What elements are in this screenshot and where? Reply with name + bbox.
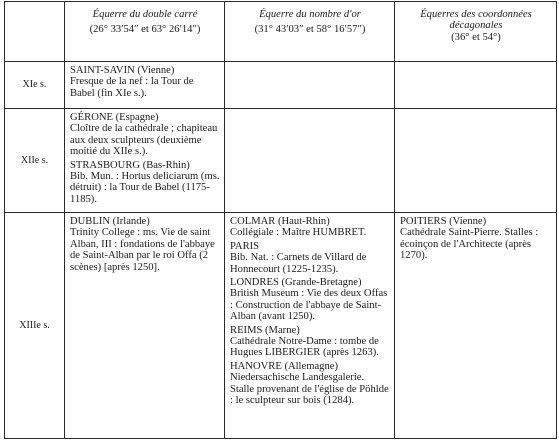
header-title: Équerre du nombre d'or xyxy=(259,9,361,20)
entry-place: DUBLIN (Irlande) xyxy=(70,216,150,227)
entry-detail: Bib. Nat. : Carnets de Villard de Honnecourt (1225-1235). xyxy=(230,252,367,275)
header-title: Équerre du double carré xyxy=(92,9,198,20)
row-cell-empty xyxy=(395,109,557,213)
entry-place: SAINT-SAVIN (Vienne) xyxy=(70,65,175,76)
entry-detail: Fresque de la nef : la Tour de Babel (fin XIe s.). xyxy=(70,76,194,99)
entry-place: COLMAR (Haut-Rhin) xyxy=(230,216,330,227)
entry xyxy=(70,112,220,158)
proportion-table xyxy=(4,1,557,439)
row-cell-empty xyxy=(225,62,395,109)
entry xyxy=(70,160,220,206)
header-cell-golden-number xyxy=(225,2,395,62)
row-11th-century xyxy=(5,62,557,109)
header-corner-cell xyxy=(5,2,65,62)
entry-detail: Bib. Mun. : Hortus deliciarum (ms. détruit) : la Tour de Babel (1175-1185). xyxy=(70,171,220,205)
entry-detail: Cathédrale Saint-Pierre. Stalles : écoinçon de l'Architecte (après 1270). xyxy=(400,227,539,262)
row-cell xyxy=(395,213,557,439)
entry-detail: Niedersachische Landesgalerie. Stalle provenant de l'église de Pöhlde : le sculpteur sur bois (1284). xyxy=(230,372,389,407)
entry-place: GÉRONE (Espagne) xyxy=(70,112,159,123)
row-13th-century xyxy=(5,213,557,439)
entry-place: STRASBOURG (Bas-Rhin) xyxy=(70,159,190,171)
entry-detail: Collégiale : Maître HUMBRET. xyxy=(230,227,367,239)
entry xyxy=(70,216,220,273)
header-row xyxy=(5,2,557,62)
header-angles: (36° et 54°) xyxy=(451,31,501,43)
header-cell-decagonal xyxy=(395,2,557,62)
entry xyxy=(230,325,390,359)
entry-place: LONDRES (Grande-Bretagne) xyxy=(230,277,362,289)
row-cell-empty xyxy=(395,62,557,109)
entry xyxy=(230,277,390,323)
row-12th-century xyxy=(5,109,557,213)
entry xyxy=(230,361,390,407)
entry-place: POITIERS (Vienne) xyxy=(400,216,487,227)
century-label: XIIe s. xyxy=(5,109,65,213)
row-cell xyxy=(65,62,225,109)
row-cell xyxy=(65,109,225,213)
row-cell xyxy=(65,213,225,439)
entry-place: REIMS (Marne) xyxy=(230,324,300,336)
century-label: XIIIe s. xyxy=(5,213,65,439)
header-cell-double-square xyxy=(65,2,225,62)
entry xyxy=(70,65,220,99)
header-angles: (26° 33′54″ et 63° 26′14″) xyxy=(89,24,201,36)
entry-place: HANOVRE (Allemagne) xyxy=(230,360,338,372)
row-cell xyxy=(225,213,395,439)
entry-detail: British Museum : Vie des deux Offas : Construction de l'abbaye de Saint-Alban (avant 1250). xyxy=(230,288,388,323)
entry-place: PARIS xyxy=(230,240,260,252)
entry-detail: Trinity College : ms. Vie de saint Alban, III : fondations de l'abbaye de Saint-Alban par le roi Offa (2 scènes) [après 1250]. xyxy=(70,227,215,273)
header-title: Équerres des coordonnées décagonales xyxy=(420,9,532,32)
century-label: XIe s. xyxy=(5,62,65,109)
entry xyxy=(230,216,390,239)
entry xyxy=(230,241,390,275)
entry xyxy=(400,216,552,262)
entry-detail: Cloître de la cathédrale ; chapiteau aux deux sculpteurs (deuxième moitié du XIIe s.). xyxy=(70,123,218,158)
entry-detail: Cathédrale Notre-Dame : tombe de Hugues LIBERGIER (après 1263). xyxy=(230,336,379,359)
header-angles: (31° 43′03″ et 58° 16′57″) xyxy=(254,24,366,36)
row-cell-empty xyxy=(225,109,395,213)
